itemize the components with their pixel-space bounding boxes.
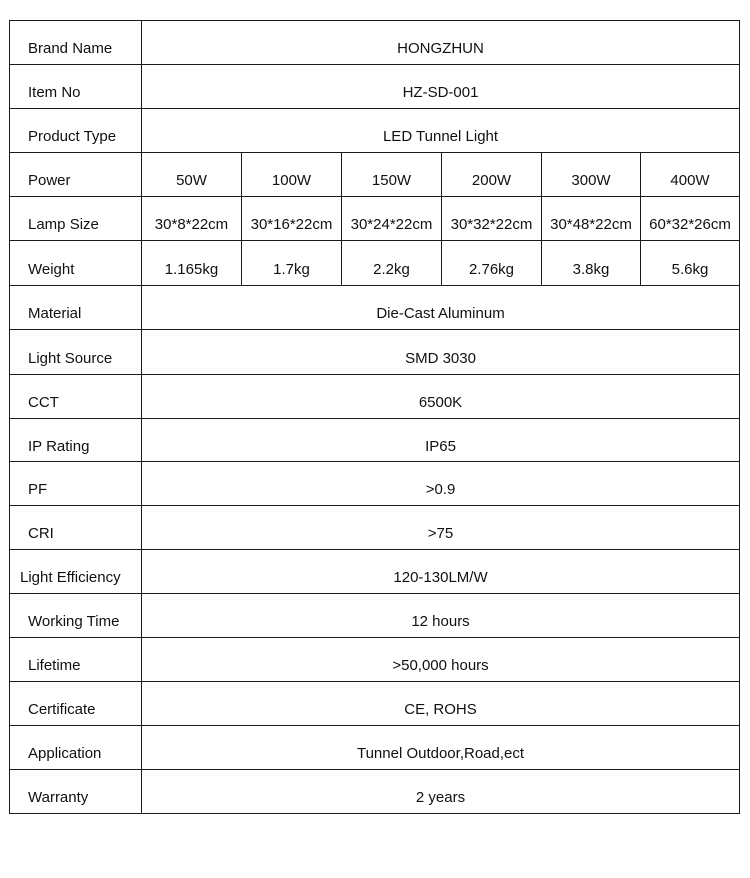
weight-cell: 5.6kg bbox=[641, 241, 740, 286]
label-cri: CRI bbox=[10, 506, 142, 550]
power-cell: 50W bbox=[142, 153, 242, 197]
value-application: Tunnel Outdoor,Road,ect bbox=[142, 726, 740, 770]
value-cri: >75 bbox=[142, 506, 740, 550]
label-warranty: Warranty bbox=[10, 770, 142, 814]
row-light-efficiency bbox=[10, 550, 740, 594]
value-warranty: 2 years bbox=[142, 770, 740, 814]
label-working-time: Working Time bbox=[10, 594, 142, 638]
value-cct: 6500K bbox=[142, 375, 740, 419]
lamp-size-cell: 30*8*22cm bbox=[142, 197, 242, 241]
label-cct: CCT bbox=[10, 375, 142, 419]
row-certificate bbox=[10, 682, 740, 726]
row-cct bbox=[10, 375, 740, 419]
row-weight bbox=[10, 241, 740, 286]
power-cell: 150W bbox=[342, 153, 442, 197]
label-lifetime: Lifetime bbox=[10, 638, 142, 682]
value-item-no: HZ-SD-001 bbox=[142, 65, 740, 109]
row-item-no bbox=[10, 65, 740, 109]
power-cell: 100W bbox=[242, 153, 342, 197]
label-brand-name: Brand Name bbox=[10, 21, 142, 65]
row-lifetime bbox=[10, 638, 740, 682]
value-material: Die-Cast Aluminum bbox=[142, 286, 740, 330]
weight-cell: 1.165kg bbox=[142, 241, 242, 286]
weight-cell: 3.8kg bbox=[542, 241, 641, 286]
label-product-type: Product Type bbox=[10, 109, 142, 153]
value-certificate: CE, ROHS bbox=[142, 682, 740, 726]
power-cell: 300W bbox=[542, 153, 641, 197]
label-pf: PF bbox=[10, 462, 142, 506]
weight-cell: 1.7kg bbox=[242, 241, 342, 286]
value-light-source: SMD 3030 bbox=[142, 330, 740, 375]
lamp-size-cell: 30*48*22cm bbox=[542, 197, 641, 241]
row-application bbox=[10, 726, 740, 770]
row-brand-name bbox=[10, 21, 740, 65]
label-ip-rating: IP Rating bbox=[10, 419, 142, 462]
value-brand-name: HONGZHUN bbox=[142, 21, 740, 65]
row-warranty bbox=[10, 770, 740, 814]
lamp-size-cell: 60*32*26cm bbox=[641, 197, 740, 241]
weight-cell: 2.2kg bbox=[342, 241, 442, 286]
power-cell: 400W bbox=[641, 153, 740, 197]
value-lifetime: >50,000 hours bbox=[142, 638, 740, 682]
row-power bbox=[10, 153, 740, 197]
label-weight: Weight bbox=[10, 241, 142, 286]
lamp-size-cell: 30*16*22cm bbox=[242, 197, 342, 241]
label-material: Material bbox=[10, 286, 142, 330]
lamp-size-cell: 30*24*22cm bbox=[342, 197, 442, 241]
label-certificate: Certificate bbox=[10, 682, 142, 726]
label-light-source: Light Source bbox=[10, 330, 142, 375]
row-ip-rating bbox=[10, 419, 740, 462]
value-light-efficiency: 120-130LM/W bbox=[142, 550, 740, 594]
spec-table bbox=[9, 20, 740, 814]
power-cell: 200W bbox=[442, 153, 542, 197]
row-material bbox=[10, 286, 740, 330]
row-light-source bbox=[10, 330, 740, 375]
row-working-time bbox=[10, 594, 740, 638]
row-lamp-size bbox=[10, 197, 740, 241]
label-item-no: Item No bbox=[10, 65, 142, 109]
value-product-type: LED Tunnel Light bbox=[142, 109, 740, 153]
label-application: Application bbox=[10, 726, 142, 770]
weight-cell: 2.76kg bbox=[442, 241, 542, 286]
row-product-type bbox=[10, 109, 740, 153]
row-pf bbox=[10, 462, 740, 506]
value-pf: >0.9 bbox=[142, 462, 740, 506]
lamp-size-cell: 30*32*22cm bbox=[442, 197, 542, 241]
label-lamp-size: Lamp Size bbox=[10, 197, 142, 241]
value-ip-rating: IP65 bbox=[142, 419, 740, 462]
label-light-efficiency: Light Efficiency bbox=[10, 550, 142, 594]
label-power: Power bbox=[10, 153, 142, 197]
value-working-time: 12 hours bbox=[142, 594, 740, 638]
row-cri bbox=[10, 506, 740, 550]
